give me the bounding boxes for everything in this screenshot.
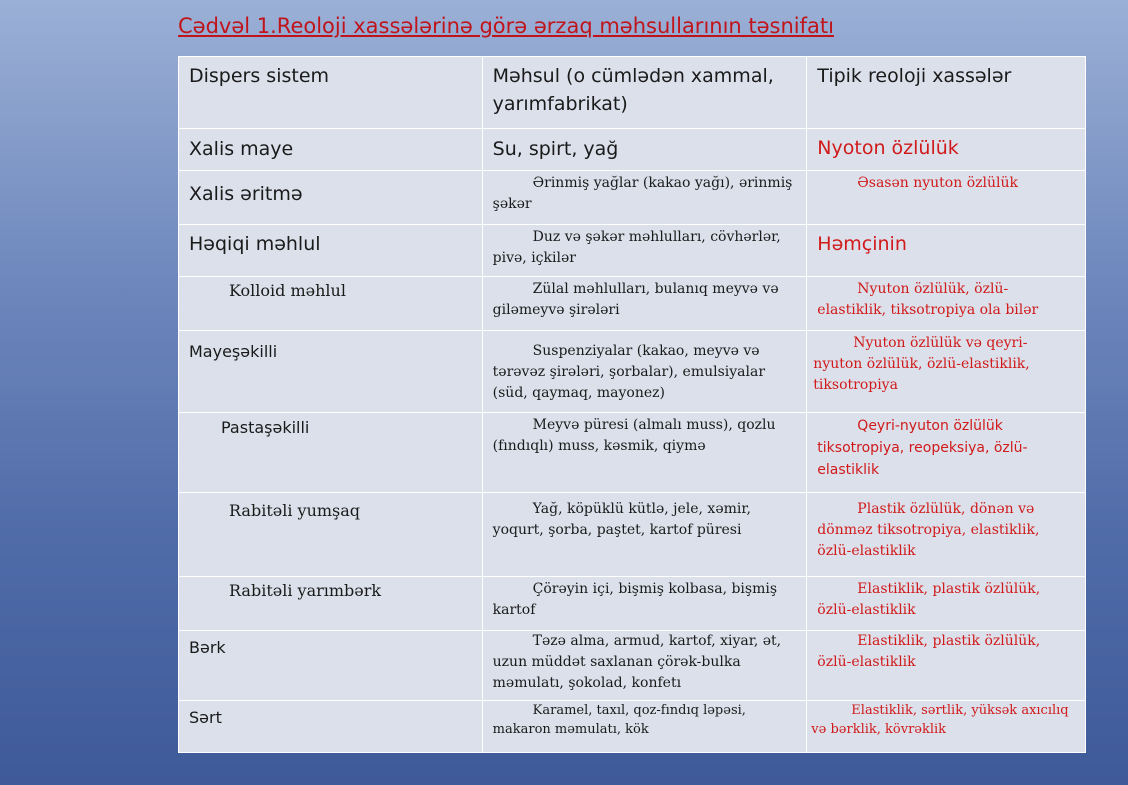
product-cell: Yağ, köpüklü kütlə, jele, xəmir, yoqurt, şorba, paştet, kartof püresi xyxy=(482,492,807,576)
table-row xyxy=(179,224,1086,276)
product-cell: Su, spirt, yağ xyxy=(482,129,807,171)
classification-table xyxy=(178,56,1086,753)
property-cell: Qeyri-nyuton özlülük tiksotropiya, reopeksiya, özlü-elastiklik xyxy=(807,412,1086,492)
system-cell: Rabitəli yumşaq xyxy=(179,492,483,576)
property-cell: Elastiklik, sərtlik, yüksək axıcılıq və bərklik, kövrəklik xyxy=(807,700,1086,752)
system-cell: Bərk xyxy=(179,630,483,700)
product-cell: Çörəyin içi, bişmiş kolbasa, bişmiş kartof xyxy=(482,576,807,630)
property-cell: Həmçinin xyxy=(807,224,1086,276)
property-cell: Elastiklik, plastik özlülük, özlü-elastiklik xyxy=(807,576,1086,630)
header-dispers-system: Dispers sistem xyxy=(179,57,483,129)
system-cell: Xalis maye xyxy=(179,129,483,171)
property-cell: Nyuton özlülük, özlü-elastiklik, tiksotropiya ola bilər xyxy=(807,276,1086,330)
product-cell: Təzə alma, armud, kartof, xiyar, ət, uzun müddət saxlanan çörək-bulka məmulatı, şokolad, konfetı xyxy=(482,630,807,700)
table-row xyxy=(179,700,1086,752)
table-row xyxy=(179,276,1086,330)
system-cell: Pastaşəkilli xyxy=(179,412,483,492)
system-cell: Xalis əritmə xyxy=(179,170,483,224)
header-rheological-properties: Tipik reoloji xassələr xyxy=(807,57,1086,129)
table-row xyxy=(179,492,1086,576)
system-cell: Kolloid məhlul xyxy=(179,276,483,330)
system-cell: Həqiqi məhlul xyxy=(179,224,483,276)
property-cell: Elastiklik, plastik özlülük, özlü-elastiklik xyxy=(807,630,1086,700)
table-row xyxy=(179,129,1086,171)
table-row xyxy=(179,412,1086,492)
product-cell: Ərinmiş yağlar (kakao yağı), ərinmiş şəkər xyxy=(482,170,807,224)
property-cell: Plastik özlülük, dönən və dönməz tiksotropiya, elastiklik, özlü-elastiklik xyxy=(807,492,1086,576)
property-cell: Nyoton özlülük xyxy=(807,129,1086,171)
table-row xyxy=(179,330,1086,412)
system-cell: Sərt xyxy=(179,700,483,752)
table-header-row xyxy=(179,57,1086,129)
header-product: Məhsul (o cümlədən xammal, yarımfabrikat) xyxy=(482,57,807,129)
property-cell: Əsasən nyuton özlülük xyxy=(807,170,1086,224)
table-row xyxy=(179,170,1086,224)
product-cell: Karamel, taxıl, qoz-fındıq ləpəsi, makaron məmulatı, kök xyxy=(482,700,807,752)
product-cell: Meyvə püresi (almalı muss), qozlu (fındıqlı) muss, kəsmik, qiymə xyxy=(482,412,807,492)
table-title: Cədvəl 1.Reoloji xassələrinə görə ərzaq məhsullarının təsnifatı xyxy=(178,14,834,38)
table-row xyxy=(179,630,1086,700)
product-cell: Zülal məhlulları, bulanıq meyvə və giləmeyvə şirələri xyxy=(482,276,807,330)
system-cell: Rabitəli yarımbərk xyxy=(179,576,483,630)
property-cell: Nyuton özlülük və qeyri-nyuton özlülük, özlü-elastiklik, tiksotropiya xyxy=(807,330,1086,412)
product-cell: Duz və şəkər məhlulları, cövhərlər, pivə, içkilər xyxy=(482,224,807,276)
system-cell: Mayeşəkilli xyxy=(179,330,483,412)
table-row xyxy=(179,576,1086,630)
product-cell: Suspenziyalar (kakao, meyvə və tərəvəz şirələri, şorbalar), emulsiyalar (süd, qaymaq, mayonez) xyxy=(482,330,807,412)
